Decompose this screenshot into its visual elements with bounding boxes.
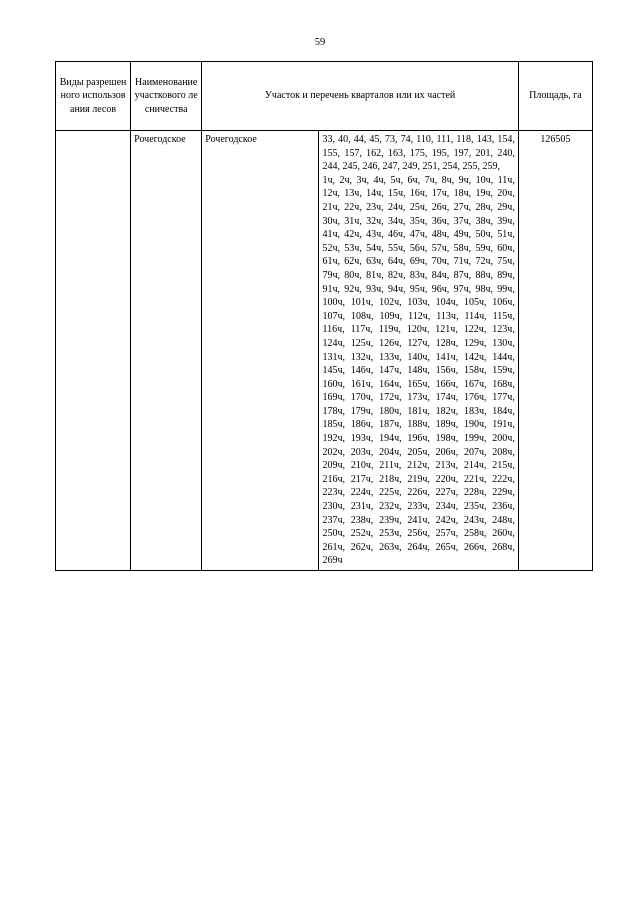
quarters-parts: 1ч, 2ч, 3ч, 4ч, 5ч, 6ч, 7ч, 8ч, 9ч, 10ч, 11ч, 12ч, 13ч, 14ч, 15ч, 16ч, 17ч, 18ч, 19ч, 20ч, 21ч, 22ч, 23ч, 24ч, 25ч, 26ч, 27ч, 28ч, 29ч, 30ч, 31ч, 32ч, 34ч, 35ч, 36ч, 37ч, 38ч, 39ч, 41ч, 42ч, 43ч, 46ч, 47ч, 48ч, 49ч, 50ч, 51ч, 52ч, 53ч, 54ч, 55ч, 56ч, 57ч, 58ч, 59ч, 60ч, 61ч, 62ч, 63ч, 64ч, 69ч, 70ч, 71ч, 72ч, 75ч, 79ч, 80ч, 81ч, 82ч, 83ч, 84ч, 87ч, 88ч, 89ч, 91ч, 92ч, 93ч, 94ч, 95ч, 96ч, 97ч, 98ч, 99ч, 100ч, 101ч, 102ч, 103ч, 104ч, 105ч, 106ч, 107ч, 108ч, 109ч, 112ч, 113ч, 114ч, 115ч, 116ч, 117ч, 119ч, 120ч, 121ч, 122ч, 123ч, 124ч, 125ч, 126ч, 127ч, 128ч, 129ч, 130ч, 131ч, 132ч, 133ч, 140ч, 141ч, 142ч, 144ч, 145ч, 146ч, 147ч, 148ч, 156ч, 158ч, 159ч, 160ч, 161ч, 164ч, 165ч, 166ч, 167ч, 168ч, 169ч, 170ч, 172ч, 173ч, 174ч, 176ч, 177ч, 178ч, 179ч, 180ч, 181ч, 182ч, 183ч, 184ч, 185ч, 186ч, 187ч, 188ч, 189ч, 190ч, 191ч, 192ч, 193ч, 194ч, 196ч, 198ч, 199ч, 200ч, 202ч, 203ч, 204ч, 205ч, 206ч, 207ч, 208ч, 209ч, 210ч, 211ч, 212ч, 213ч, 214ч, 215ч, 216ч, 217ч, 218ч, 219ч, 220ч, 221ч, 222ч, 223ч, 224ч, 225ч, 226ч, 227ч, 228ч, 229ч, 230ч, 231ч, 232ч, 233ч, 234ч, 235ч, 236ч, 237ч, 238ч, 239ч, 241ч, 242ч, 243ч, 248ч, 250ч, 252ч, 253ч, 256ч, 257ч, 258ч, 260ч, 261ч, 262ч, 263ч, 264ч, 265ч, 266ч, 268ч, 269ч (322, 174, 515, 567)
page-number: 59 (314, 37, 326, 48)
table-row (56, 131, 593, 571)
table-body (56, 131, 593, 571)
header-district-name: Наименование участкового лесничества (131, 62, 202, 131)
header-row (56, 62, 593, 131)
cell-usage-type (56, 131, 131, 571)
forest-usage-table (55, 61, 593, 571)
table-header (56, 62, 593, 131)
quarters-full: 33, 40, 44, 45, 73, 74, 110, 111, 118, 143, 154, 155, 157, 162, 163, 175, 195, 197, 201, 240, 244, 245, 246, 247, 249, 251, 254, 255, 259, (322, 134, 515, 173)
cell-plot: Рочегодское (202, 131, 319, 571)
cell-district: Рочегодское (131, 131, 202, 571)
cell-area: 126505 (518, 131, 592, 571)
cell-quarters (319, 131, 518, 571)
header-area: Площадь, га (518, 62, 592, 131)
header-plot-quarters: Участок и перечень кварталов или их частей (202, 62, 519, 131)
header-usage-type: Виды разрешенного использования лесов (56, 62, 131, 131)
